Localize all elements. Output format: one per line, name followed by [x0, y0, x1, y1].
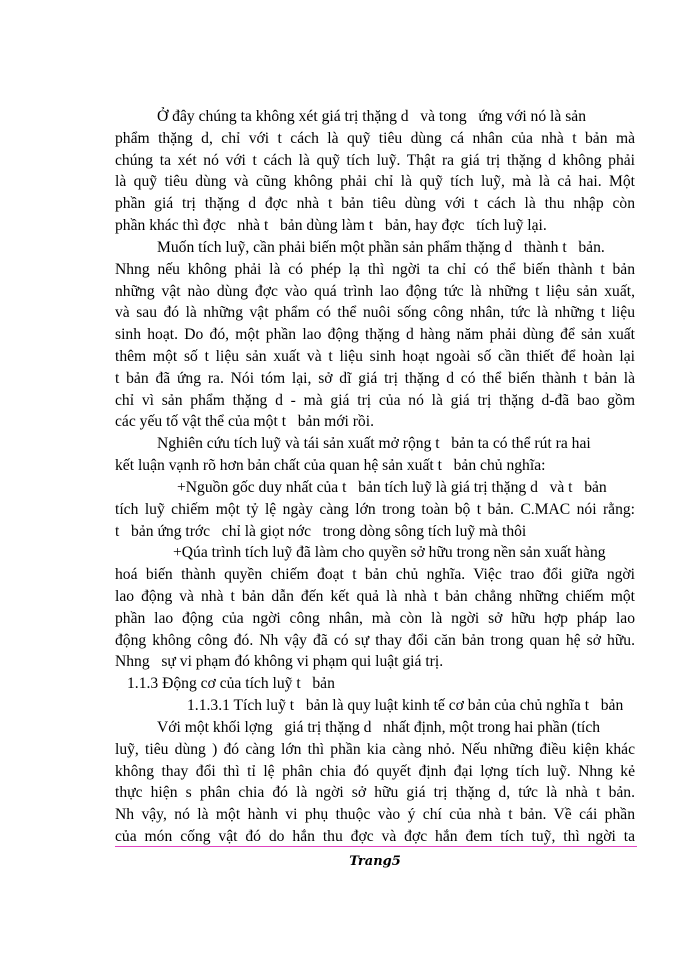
text-line: những vật nào dùng đợc vào quá trình lao động tức là những t liệu sản xuất, — [115, 283, 635, 300]
page-footer: Trang5 — [349, 854, 401, 869]
text-line: động không công đó. Nh vậy đã có sự thay đổi căn bản trong quan hệ sở hữu. — [115, 632, 635, 649]
text-line: tích luỹ chiếm một tỷ lệ ngày càng lớn trong toàn bộ t bản. C.MAC nói rằng: — [115, 501, 635, 518]
text-line: là quỹ tiêu dùng và cũng không phải chỉ là quỹ tích luỹ, mà là cả hai. Một — [115, 173, 635, 190]
text-line: Nhng sự vi phạm đó không vi phạm qui luật giá trị. — [115, 653, 444, 670]
text-line: +Qúa trình tích luỹ đã làm cho quyền sở hữu trong nền sản xuất hàng — [173, 544, 606, 561]
text-line: Ở đây chúng ta không xét giá trị thặng d và tong ứng với nó là sản — [157, 108, 586, 125]
text-line: chúng ta xét nó với t cách là quỹ tích luỹ. Thật ra giá trị thặng d không phải — [115, 152, 635, 169]
subsection-heading: 1.1.3.1 Tích luỹ t bản là quy luật kinh tế cơ bản của chủ nghĩa t bản — [187, 697, 624, 714]
text-line: thêm một số t liệu sản xuất và t liệu sinh hoạt ngoài số cần thiết để hoàn lại — [115, 348, 635, 365]
text-line: phần khác thì đợc nhà t bản dùng làm t bản, hay đợc tích luỹ lại. — [115, 217, 547, 234]
text-line: kết luận vạnh rõ hơn bản chất của quan hệ sản xuất t bản chủ nghĩa: — [115, 457, 546, 474]
text-line: t bản ứng trớc chỉ là giọt nớc trong dòng sông tích luỹ mà thôi — [115, 523, 527, 540]
text-line: không thay đổi thì tỉ lệ phân chia đó quyết định đại lợng tích luỹ. Nhng kẻ — [115, 763, 635, 780]
text-line: hoá biến thành quyền chiếm đoạt t bản chủ nghĩa. Việc trao đổi giữa ngời — [115, 566, 635, 583]
text-line: các yếu tố vật thể của một t bản mới rồi. — [115, 413, 374, 430]
text-line: phần giá trị thặng d đợc nhà t bản tiêu dùng với t cách là thu nhập còn — [115, 195, 635, 212]
text-line: t bản đã ứng ra. Nói tóm lại, sở dĩ giá trị thặng d có thể biến thành t bản là — [115, 370, 635, 387]
footer-rule — [115, 846, 637, 847]
text-line: Nh vậy, nó là một hành vi phụ thuộc vào ý chí của nhà t bản. Về cái phần — [115, 806, 635, 823]
section-heading: 1.1.3 Động cơ của tích luỹ t bản — [127, 675, 335, 692]
text-line: +Nguồn gốc duy nhất của t bản tích luỹ là giá trị thặng d và t bản — [177, 479, 607, 496]
text-line: Nghiên cứu tích luỹ và tái sản xuất mở rộng t bản ta có thể rút ra hai — [157, 435, 591, 452]
text-line: thực hiện s phân chia đó là ngời sở hữu giá trị thặng d, tức là nhà t bản. — [115, 784, 635, 801]
text-line: phẩm thặng d, chỉ với t cách là quỹ tiêu dùng cá nhân của nhà t bản mà — [115, 130, 635, 147]
text-line: sinh hoạt. Do đó, một phần lao động thặng d hàng năm phải dùng để sản xuất — [115, 326, 635, 343]
text-line: của món cống vật đó do hắn thu đợc và đợc hắn đem tích tuỹ, thì ngời ta — [115, 828, 635, 845]
text-line: và sau đó là những vật phẩm có thể nuôi sống công nhân, tức là những t liệu — [115, 304, 635, 321]
text-line: luỹ, tiêu dùng ) đó càng lớn thì phần kia càng nhỏ. Nếu những điều kiện khác — [115, 741, 635, 758]
text-line: lao động và nhà t bản dẫn đến kết quả là nhà t bản chẳng những chiếm một — [115, 588, 635, 605]
text-line: Với một khối lợng giá trị thặng d nhất định, một trong hai phần (tích — [157, 719, 601, 736]
text-line: phần lao động của ngời công nhân, mà còn là ngời sở hữu hợp pháp lao — [115, 610, 635, 627]
text-line: chỉ vì sản phẩm thặng d - mà giá trị của nó là giá trị thặng d-đã bao gồm — [115, 392, 635, 409]
text-line: Nhng nếu không phải là có phép lạ thì ngời ta chỉ có thể biến thành t bản — [115, 261, 635, 278]
text-line: Muốn tích luỹ, cần phải biến một phần sản phẩm thặng d thành t bản. — [157, 239, 605, 256]
